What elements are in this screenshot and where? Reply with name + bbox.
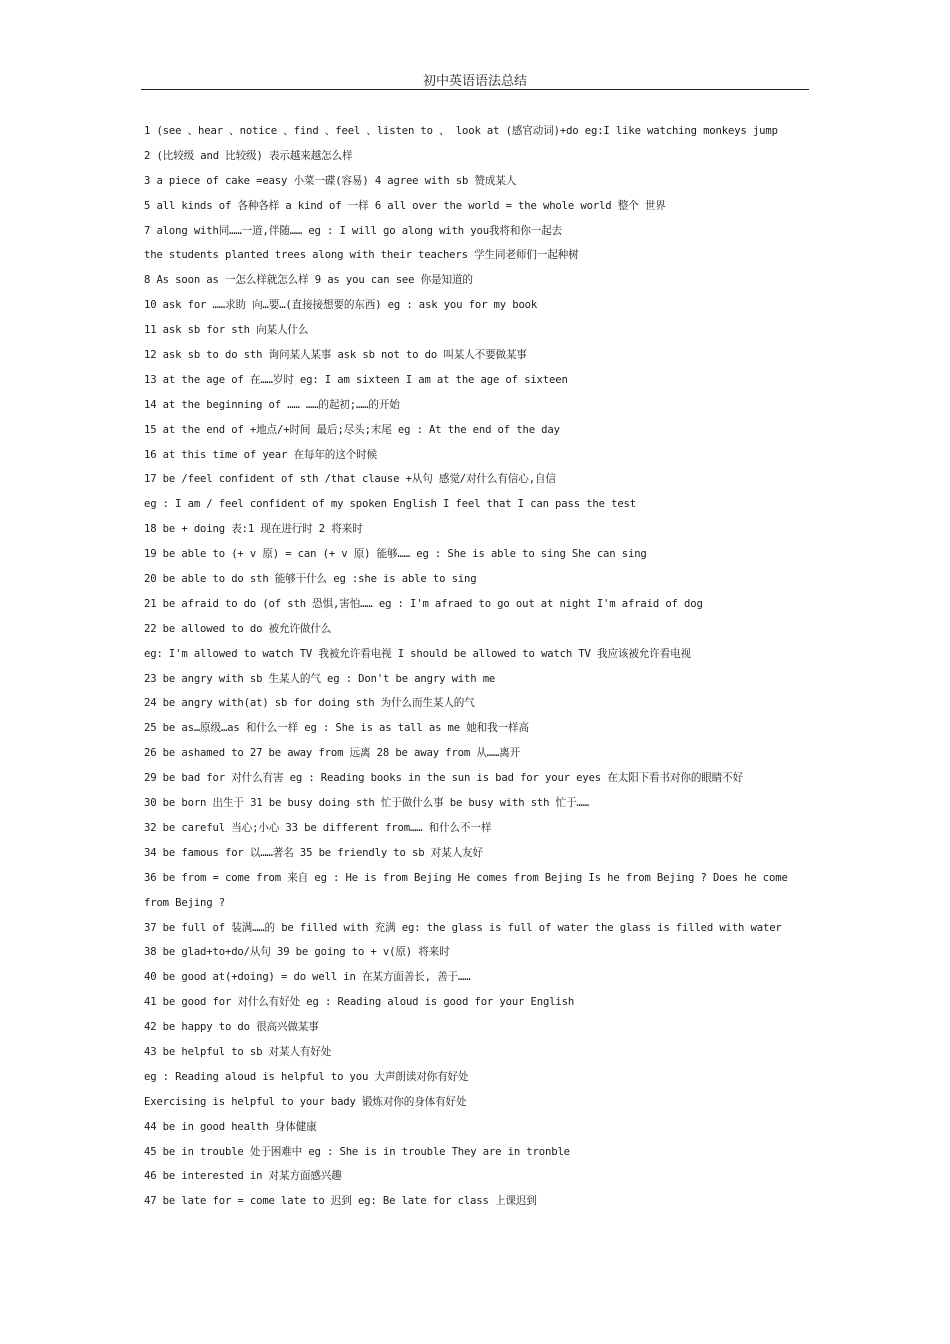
- page-header: [141, 70, 809, 90]
- text-line: 2 (比较级 and 比较级) 表示越来越怎么样: [144, 149, 353, 162]
- text-line: 11 ask sb for sth 向某人什么: [144, 324, 309, 337]
- text-line: 17 be /feel confident of sth /that clause +从句 感觉/对什么有信心,自信: [144, 473, 556, 486]
- text-line: 25 be as…原级…as 和什么一样 eg : She is as tall as me 她和我一样高: [144, 722, 529, 735]
- text-line: 10 ask for ……求助 向…要…(直接接想要的东西) eg : ask you for my book: [144, 299, 538, 312]
- text-line: 16 at this time of year 在每年的这个时候: [144, 448, 378, 461]
- text-line: 47 be late for = come late to 迟到 eg: Be late for class 上课迟到: [144, 1195, 537, 1208]
- text-line: 44 be in good health 身体健康: [144, 1120, 317, 1133]
- grammar-list: [144, 122, 814, 1217]
- text-line: 30 be born 出生于 31 be busy doing sth 忙于做什么事 be busy with sth 忙于……: [144, 797, 589, 810]
- text-line: 14 at the beginning of …… ……的起初;……的开始: [144, 398, 400, 411]
- text-line: the students planted trees along with their teachers 学生同老师们一起种树: [144, 249, 579, 262]
- text-line: 20 be able to do sth 能够干什么 eg :she is able to sing: [144, 573, 477, 586]
- text-line: 32 be careful 当心;小心 33 be different from…… 和什么不一样: [144, 821, 492, 834]
- text-line: 5 all kinds of 各种各样 a kind of 一样 6 all over the world = the whole world 整个 世界: [144, 199, 666, 212]
- text-line: 42 be happy to do 很高兴做某事: [144, 1021, 319, 1034]
- text-line: 45 be in trouble 处于困难中 eg : She is in trouble They are in tronble: [144, 1145, 570, 1158]
- text-line: 29 be bad for 对什么有害 eg : Reading books in the sun is bad for your eyes 在太阳下看书对你的眼睛不好: [144, 772, 744, 785]
- text-line: 12 ask sb to do sth 询问某人某事 ask sb not to do 叫某人不要做某事: [144, 349, 527, 362]
- text-line: 36 be from = come from 来自 eg : He is from Bejing He comes from Bejing Is he from Bejing ? Does he come: [144, 871, 788, 884]
- text-line: 24 be angry with(at) sb for doing sth 为什么而生某人的气: [144, 697, 475, 710]
- text-line: 38 be glad+to+do/从句 39 be going to + v(原) 将来时: [144, 946, 450, 959]
- text-line: 41 be good for 对什么有好处 eg : Reading aloud is good for your English: [144, 996, 575, 1009]
- text-line: 23 be angry with sb 生某人的气 eg : Don't be angry with me: [144, 672, 496, 685]
- page-title: 初中英语语法总结: [422, 74, 527, 89]
- text-line: 7 along with同……一道,伴随…… eg : I will go along with you我将和你一起去: [144, 224, 563, 237]
- text-line: Exercising is helpful to your bady 锻炼对你的身体有好处: [144, 1095, 467, 1108]
- text-line: 15 at the end of +地点/+时间 最后;尽头;末尾 eg : At the end of the day: [144, 423, 560, 436]
- text-line: eg : Reading aloud is helpful to you 大声朗读对你有好处: [144, 1070, 469, 1083]
- text-line: 37 be full of 装满……的 be filled with 充满 eg: the glass is full of water the glass is filled with water: [144, 921, 782, 934]
- text-line: 26 be ashamed to 27 be away from 远离 28 be away from 从……离开: [144, 747, 521, 760]
- text-line: 40 be good at(+doing) = do well in 在某方面善长, 善于……: [144, 971, 471, 984]
- text-line: 1 (see 、hear 、notice 、find 、feel 、listen to 、 look at (感官动词)+do eg:I like watching monkeys jump: [144, 125, 778, 137]
- text-line: 19 be able to (+ v 原) = can (+ v 原) 能够…… eg : She is able to sing She can sing: [144, 548, 647, 561]
- text-line: 43 be helpful to sb 对某人有好处: [144, 1045, 332, 1058]
- text-line: 18 be + doing 表:1 现在进行时 2 将来时: [144, 523, 363, 536]
- text-line: 34 be famous for 以……著名 35 be friendly to sb 对某人友好: [144, 846, 483, 859]
- text-line: eg: I'm allowed to watch TV 我被允许看电视 I should be allowed to watch TV 我应该被允许看电视: [144, 647, 692, 660]
- text-line: 8 As soon as 一怎么样就怎么样 9 as you can see 你是知道的: [144, 274, 473, 287]
- text-line: 13 at the age of 在……岁时 eg: I am sixteen I am at the age of sixteen: [144, 373, 568, 386]
- text-line: from Bejing ?: [144, 896, 225, 909]
- text-line: 22 be allowed to do 被允许做什么: [144, 622, 332, 635]
- text-line: 46 be interested in 对某方面感兴趣: [144, 1170, 342, 1183]
- text-line: 21 be afraid to do (of sth 恐惧,害怕…… eg : I'm afraed to go out at night I'm afraid of dog: [144, 597, 703, 610]
- text-line: 3 a piece of cake =easy 小菜一碟(容易) 4 agree with sb 赞成某人: [144, 174, 517, 187]
- text-line: eg : I am / feel confident of my spoken English I feel that I can pass the test: [144, 498, 637, 511]
